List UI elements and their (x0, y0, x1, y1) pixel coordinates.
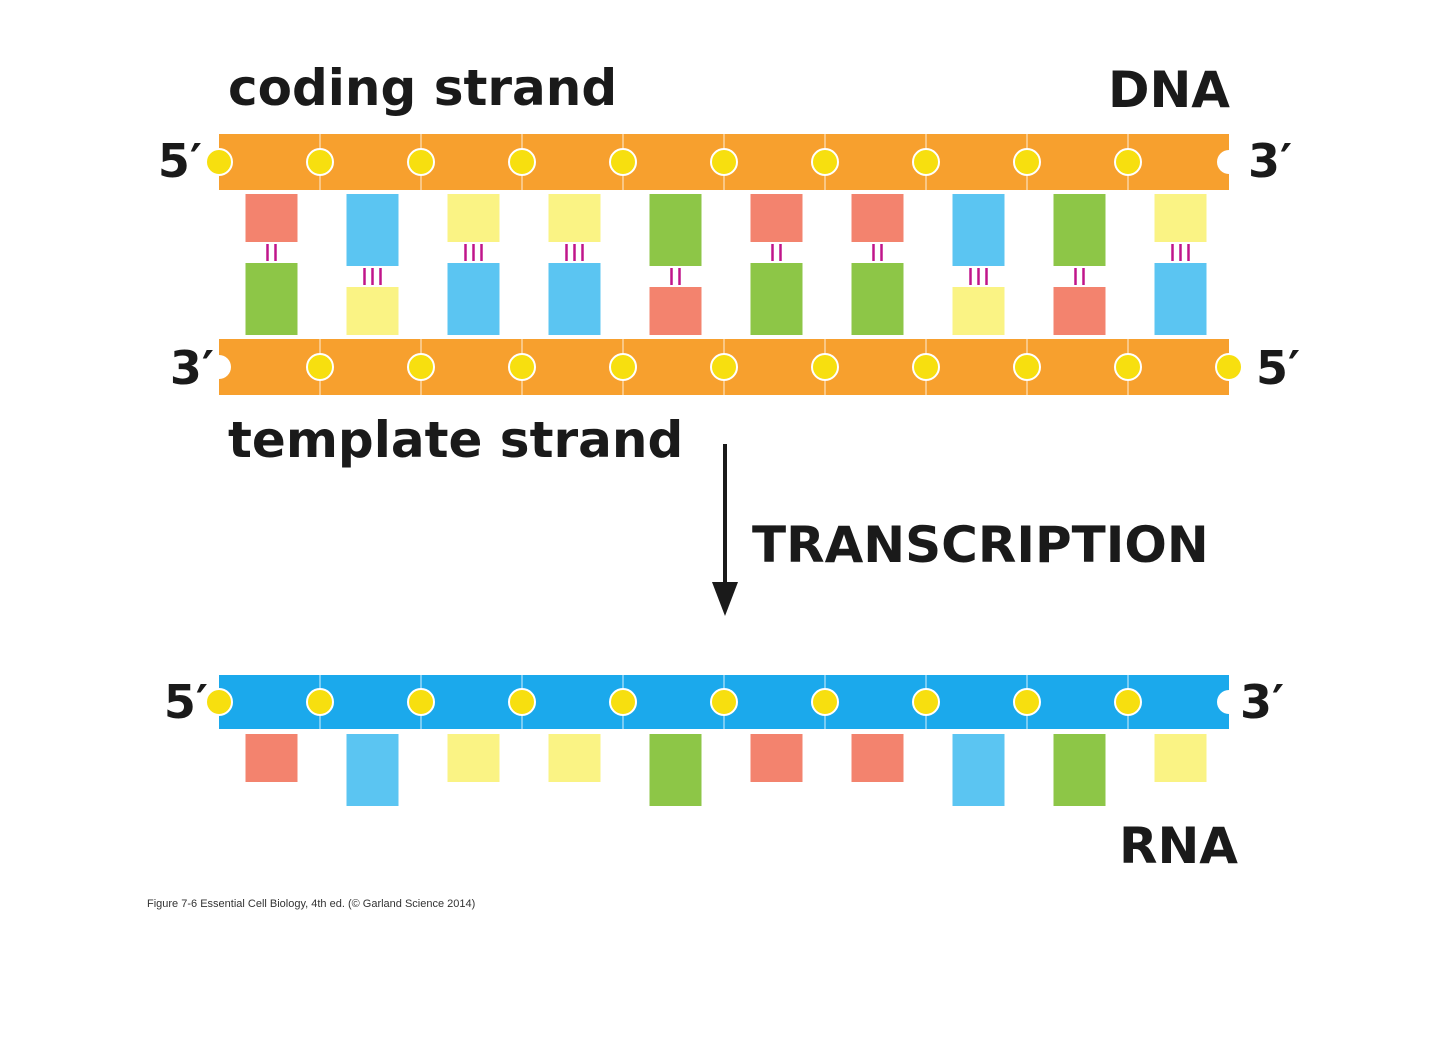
coding-phosphate (408, 149, 434, 175)
template-base-T (751, 263, 803, 335)
coding-base-C (448, 194, 500, 242)
coding-strand-bases (246, 194, 1207, 266)
figure-caption: Figure 7-6 Essential Cell Biology, 4th ed. (© Garland Science 2014) (147, 898, 476, 910)
template-base-G (448, 263, 500, 335)
coding-end-notch (1217, 150, 1241, 174)
template-base-G (1155, 263, 1207, 335)
coding-phosphate (509, 149, 535, 175)
coding-5-prime-label: 5′ (157, 134, 202, 188)
template-phosphate (711, 354, 737, 380)
template-base-A (1054, 287, 1106, 335)
coding-base-C (549, 194, 601, 242)
coding-strand-label: coding strand (228, 59, 618, 117)
rna-phosphate (711, 689, 737, 715)
rna-phosphate (1014, 689, 1040, 715)
template-base-A (650, 287, 702, 335)
template-base-T (852, 263, 904, 335)
coding-3-prime-label: 3′ (1248, 134, 1293, 188)
coding-phosphate (307, 149, 333, 175)
rna-base-U (650, 734, 702, 806)
template-base-T (246, 263, 298, 335)
coding-base-A (246, 194, 298, 242)
coding-base-G (953, 194, 1005, 266)
coding-phosphate (206, 149, 232, 175)
dna-label: DNA (1107, 61, 1230, 119)
rna-phosphate (307, 689, 333, 715)
coding-phosphate (1014, 149, 1040, 175)
coding-strand-backbone (206, 134, 1241, 190)
template-phosphate (509, 354, 535, 380)
rna-3-prime-label: 3′ (1240, 675, 1285, 729)
coding-base-C (1155, 194, 1207, 242)
coding-base-G (347, 194, 399, 266)
rna-base-C (448, 734, 500, 782)
rna-strand-bases (246, 734, 1207, 806)
rna-base-A (751, 734, 803, 782)
rna-label: RNA (1118, 817, 1238, 875)
template-base-C (347, 287, 399, 335)
template-strand-bases (246, 263, 1207, 335)
coding-phosphate (711, 149, 737, 175)
coding-phosphate (812, 149, 838, 175)
template-3-prime-label: 3′ (169, 341, 214, 395)
rna-base-A (852, 734, 904, 782)
rna-phosphate (913, 689, 939, 715)
coding-phosphate (913, 149, 939, 175)
rna-strand-backbone (206, 675, 1241, 729)
template-strand-backbone (207, 339, 1242, 395)
template-phosphate (913, 354, 939, 380)
transcription-arrow (712, 444, 738, 616)
transcription-label: TRANSCRIPTION (752, 516, 1209, 574)
template-phosphate (610, 354, 636, 380)
hydrogen-bonds (268, 244, 1189, 285)
template-strand-label: template strand (228, 411, 684, 469)
rna-phosphate (610, 689, 636, 715)
coding-base-T (650, 194, 702, 266)
rna-base-G (953, 734, 1005, 806)
rna-base-C (549, 734, 601, 782)
rna-phosphate (812, 689, 838, 715)
rna-5-prime-label: 5′ (163, 675, 208, 729)
template-phosphate (408, 354, 434, 380)
rna-phosphate (206, 689, 232, 715)
template-phosphate (812, 354, 838, 380)
rna-base-G (347, 734, 399, 806)
template-phosphate (1115, 354, 1141, 380)
coding-phosphate (610, 149, 636, 175)
template-base-C (953, 287, 1005, 335)
rna-phosphate (408, 689, 434, 715)
coding-base-T (1054, 194, 1106, 266)
coding-base-A (852, 194, 904, 242)
rna-phosphate (1115, 689, 1141, 715)
rna-base-U (1054, 734, 1106, 806)
coding-phosphate (1115, 149, 1141, 175)
rna-base-C (1155, 734, 1207, 782)
template-base-G (549, 263, 601, 335)
template-phosphate (1014, 354, 1040, 380)
rna-end-notch (1217, 690, 1241, 714)
rna-base-A (246, 734, 298, 782)
template-5-prime-label: 5′ (1256, 341, 1301, 395)
template-phosphate (307, 354, 333, 380)
rna-phosphate (509, 689, 535, 715)
template-phosphate (1216, 354, 1242, 380)
coding-base-A (751, 194, 803, 242)
